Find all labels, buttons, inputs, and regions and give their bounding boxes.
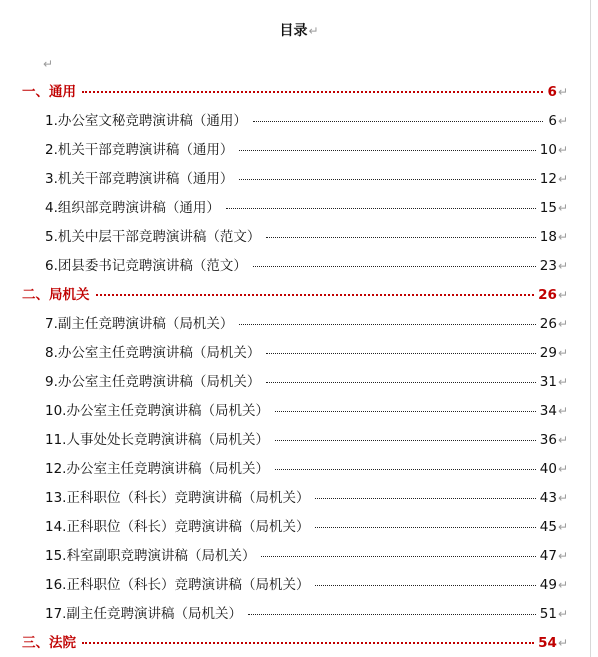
paragraph-mark-icon: ↵ [557,114,568,128]
toc-entry-label: 3.机关干部竞聘演讲稿（通用） [45,171,234,187]
toc-page-number: 26 [538,287,557,303]
paragraph-mark-icon: ↵ [557,491,568,505]
toc-entry[interactable] [45,196,568,216]
paragraph-mark-icon: ↵ [557,230,568,244]
toc-entry-label: 7.副主任竞聘演讲稿（局机关） [45,316,234,332]
toc-entry[interactable] [45,254,568,274]
paragraph-mark-icon: ↵ [557,636,568,650]
toc-entry-label: 14.正科职位（科长）竞聘演讲稿（局机关） [45,519,310,535]
paragraph-mark-icon: ↵ [557,346,568,360]
toc-leader [261,556,535,557]
toc-entry-label: 2.机关干部竞聘演讲稿（通用） [45,142,234,158]
toc-page-number: 6 [548,113,557,129]
toc-entry[interactable] [45,167,568,187]
paragraph-mark-icon: ↵ [557,85,568,99]
toc-entry-label: 17.副主任竞聘演讲稿（局机关） [45,606,242,622]
toc-leader [275,411,536,412]
paragraph-mark-icon: ↵ [557,433,568,447]
paragraph-mark-icon: ↵ [557,520,568,534]
toc-page-number: 6 [547,84,557,100]
paragraph-mark-icon: ↵ [557,607,568,621]
toc-leader [239,150,535,151]
paragraph-mark-icon: ↵ [43,57,54,71]
toc-entry[interactable] [45,428,568,448]
toc-entry[interactable] [45,544,568,564]
toc-entry[interactable] [45,602,568,622]
toc-entry-label: 二、局机关 [22,287,90,303]
toc-page-number: 51 [539,606,557,622]
toc-entry-label: 9.办公室主任竞聘演讲稿（局机关） [45,374,261,390]
toc-page-number: 40 [539,461,557,477]
toc-heading[interactable] [22,631,568,651]
toc-entry[interactable] [45,138,568,158]
toc-page-number: 23 [539,258,557,274]
toc-leader [239,324,535,325]
toc-page-number: 45 [539,519,557,535]
toc-entry[interactable] [45,109,568,129]
toc-heading[interactable] [22,283,568,303]
toc-entry-label: 三、法院 [22,635,76,651]
empty-paragraph [42,53,53,72]
toc-entry-label: 15.科室副职竞聘演讲稿（局机关） [45,548,256,564]
toc-entry-label: 1.办公室文秘竞聘演讲稿（通用） [45,113,247,129]
toc-leader [248,614,536,615]
toc-leader [315,498,535,499]
toc-entry[interactable] [45,399,568,419]
paragraph-mark-icon: ↵ [557,549,568,563]
toc-leader [315,527,535,528]
toc-entry[interactable] [45,225,568,245]
toc-entry-label: 4.组织部竞聘演讲稿（通用） [45,200,220,216]
toc-page-number: 15 [539,200,557,216]
toc-leader [253,121,543,122]
toc-leader [315,585,535,586]
toc-leader [253,266,536,267]
toc-leader [226,208,536,209]
paragraph-mark-icon: ↵ [557,578,568,592]
toc-page-number: 18 [539,229,557,245]
toc-leader [275,440,536,441]
toc-page-number: 47 [539,548,557,564]
toc-leader [266,353,535,354]
toc-leader [275,469,536,470]
toc-entry-label: 11.人事处处长竞聘演讲稿（局机关） [45,432,269,448]
paragraph-mark-icon: ↵ [557,317,568,331]
toc-entry-label: 6.团县委书记竞聘演讲稿（范文） [45,258,247,274]
toc-entry[interactable] [45,486,568,506]
paragraph-mark-icon: ↵ [557,462,568,476]
toc-entry-label: 10.办公室主任竞聘演讲稿（局机关） [45,403,269,419]
toc-heading[interactable] [22,80,568,100]
toc-page-number: 54 [538,635,557,651]
toc-page-number: 29 [539,345,557,361]
toc-page-number: 34 [539,403,557,419]
toc-entry-label: 5.机关中层干部竞聘演讲稿（范文） [45,229,261,245]
toc-leader [266,237,535,238]
paragraph-mark-icon: ↵ [557,172,568,186]
paragraph-mark-icon: ↵ [557,404,568,418]
paragraph-mark-icon: ↵ [557,143,568,157]
toc-leader [266,382,535,383]
toc-entry[interactable] [45,312,568,332]
toc-page-number: 26 [539,316,557,332]
toc-entry[interactable] [45,573,568,593]
paragraph-mark-icon: ↵ [557,375,568,389]
toc-entry[interactable] [45,515,568,535]
paragraph-mark-icon: ↵ [557,259,568,273]
toc-page-number: 10 [539,142,557,158]
toc-entry-label: 13.正科职位（科长）竞聘演讲稿（局机关） [45,490,310,506]
toc-entry-label: 一、通用 [22,84,76,100]
toc-entry-label: 16.正科职位（科长）竞聘演讲稿（局机关） [45,577,310,593]
toc-entry[interactable] [45,341,568,361]
toc-entry[interactable] [45,370,568,390]
toc-leader [96,294,535,296]
paragraph-mark-icon: ↵ [557,288,568,302]
toc-leader [82,642,534,644]
toc-page-number: 36 [539,432,557,448]
toc-entry-label: 8.办公室主任竞聘演讲稿（局机关） [45,345,261,361]
toc-entry-label: 12.办公室主任竞聘演讲稿（局机关） [45,461,269,477]
toc-title [0,20,598,40]
toc-page-number: 49 [539,577,557,593]
paragraph-mark-icon: ↵ [308,24,319,38]
toc-page-number: 43 [539,490,557,506]
toc-leader [82,91,543,93]
toc-leader [239,179,535,180]
toc-entry[interactable] [45,457,568,477]
toc-page-number: 31 [539,374,557,390]
toc-page-number: 12 [539,171,557,187]
toc-title-text: 目录 [279,23,308,39]
paragraph-mark-icon: ↵ [557,201,568,215]
